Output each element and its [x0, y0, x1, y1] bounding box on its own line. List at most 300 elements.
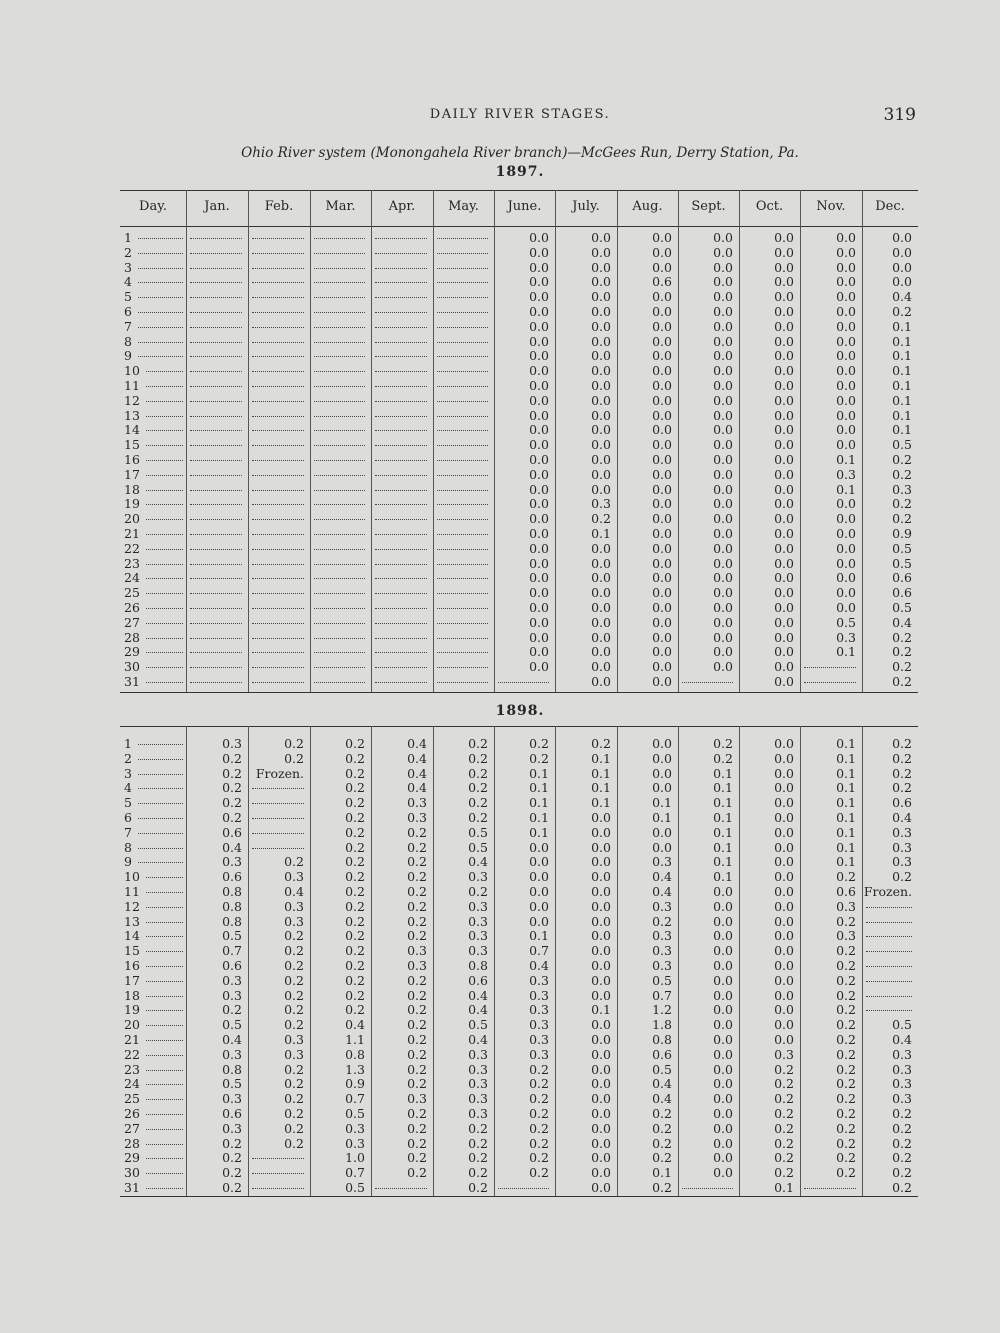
dot-leader	[252, 342, 304, 343]
dot-leader	[252, 788, 304, 789]
stage-value-oct: 0.0	[774, 736, 794, 751]
stage-value-aug: 0.6	[652, 274, 672, 290]
stage-value-jul: 0.0	[591, 437, 611, 453]
dot-leader	[190, 356, 242, 357]
stage-value-apr: 0.2	[407, 1106, 427, 1121]
stage-value-jul: 0.0	[591, 1076, 611, 1092]
empty-value-may	[433, 364, 494, 379]
stage-value-aug: 0.0	[652, 363, 672, 379]
dot-leader	[146, 638, 183, 639]
empty-value-feb	[248, 246, 310, 261]
dot-leader	[437, 534, 488, 535]
day-label	[120, 379, 186, 394]
empty-value-feb	[248, 453, 310, 468]
dot-leader	[146, 608, 183, 609]
empty-value-feb	[248, 542, 310, 557]
empty-value-may	[433, 246, 494, 261]
stage-value-sep: 0.0	[713, 407, 733, 423]
stage-value-feb: 0.2	[284, 1061, 304, 1077]
dot-leader	[375, 682, 427, 683]
dot-leader	[190, 667, 242, 668]
dot-leader	[375, 608, 427, 609]
stage-value-jan: 0.8	[222, 913, 242, 929]
day-number: 18	[124, 987, 140, 1003]
stage-value-nov: 0.2	[836, 1061, 856, 1077]
dot-leader	[252, 534, 304, 535]
day-number: 26	[124, 1106, 140, 1121]
stage-value-oct: 0.0	[774, 1002, 794, 1018]
dot-leader	[252, 401, 304, 402]
empty-value-feb	[248, 290, 310, 305]
dot-leader	[146, 877, 183, 878]
stage-value-oct: 0.0	[774, 869, 794, 885]
stage-value-jan: 0.3	[222, 987, 242, 1003]
stage-value-sep: 0.2	[713, 736, 733, 751]
empty-value-mar	[310, 527, 371, 542]
stage-value-aug: 0.3	[652, 928, 672, 944]
stage-value-feb: 0.3	[284, 869, 304, 885]
day-label	[120, 409, 186, 424]
stage-value-nov: 0.0	[836, 244, 856, 260]
stage-value-jun: 0.0	[529, 570, 549, 586]
stage-value-jun: 0.2	[529, 1150, 549, 1166]
empty-value-apr	[371, 349, 433, 364]
stage-value-apr: 0.3	[407, 810, 427, 825]
stage-value-jul: 0.0	[591, 884, 611, 899]
empty-value-may	[433, 631, 494, 646]
empty-value-apr	[371, 364, 433, 379]
day-number: 13	[124, 913, 140, 929]
empty-value-apr	[371, 557, 433, 572]
stage-value-oct: 0.0	[774, 437, 794, 453]
stage-value-oct: 0.0	[774, 318, 794, 334]
stage-value-apr: 0.2	[407, 884, 427, 899]
empty-value-may	[433, 660, 494, 675]
stage-value-mar: 0.2	[345, 780, 365, 796]
day-number: 3	[124, 765, 132, 781]
stage-value-mar: 0.2	[345, 958, 365, 973]
stage-value-may: 0.2	[468, 780, 488, 796]
empty-value-apr	[371, 601, 433, 616]
stage-value-aug: 1.2	[652, 1002, 672, 1018]
stage-value-mar: 0.8	[345, 1046, 365, 1062]
dot-leader	[375, 445, 427, 446]
stage-value-jul: 0.0	[591, 928, 611, 944]
stage-value-may: 0.5	[468, 1017, 488, 1033]
dot-leader	[437, 578, 488, 579]
day-label	[120, 1048, 186, 1063]
stage-value-jun: 0.3	[529, 1046, 549, 1062]
stage-value-aug: 0.2	[652, 1150, 672, 1166]
stage-value-mar: 0.9	[345, 1076, 365, 1092]
day-label	[120, 675, 186, 690]
stage-value-aug: 0.2	[652, 1135, 672, 1151]
stage-value-nov: 0.0	[836, 348, 856, 364]
stage-value-jun: 0.1	[529, 810, 549, 825]
stage-value-jul: 0.0	[591, 422, 611, 438]
stage-value-aug: 0.0	[652, 422, 672, 438]
stage-value-may: 0.2	[468, 1180, 488, 1195]
empty-value-mar	[310, 497, 371, 512]
dot-leader	[146, 401, 183, 402]
stage-value-sep: 0.0	[713, 437, 733, 453]
stage-value-nov: 0.0	[836, 600, 856, 615]
empty-value-dec	[862, 1003, 918, 1018]
stage-value-jun: 0.2	[529, 1120, 549, 1136]
day-label	[120, 1003, 186, 1018]
dot-leader	[146, 667, 183, 668]
stage-value-jul: 0.0	[591, 378, 611, 393]
stage-value-dec: 0.2	[892, 452, 912, 467]
stage-value-jul: 0.0	[591, 1032, 611, 1047]
stage-value-sep: 0.0	[713, 244, 733, 260]
day-number: 19	[124, 496, 140, 512]
day-number: 17	[124, 466, 140, 482]
stage-value-oct: 0.0	[774, 839, 794, 855]
stage-value-aug: 0.0	[652, 750, 672, 766]
dot-leader	[146, 564, 183, 565]
dot-leader	[314, 519, 365, 520]
stage-value-feb: 0.2	[284, 1091, 304, 1107]
column-divider	[310, 190, 311, 226]
day-label	[120, 974, 186, 989]
empty-value-apr	[371, 645, 433, 660]
day-number: 12	[124, 898, 140, 914]
day-label	[120, 631, 186, 646]
dot-leader	[146, 475, 183, 476]
stage-value-dec: 0.5	[892, 1017, 912, 1033]
stage-value-jul: 0.0	[591, 259, 611, 275]
dot-leader	[252, 803, 304, 804]
stage-value-sep: 0.0	[713, 1135, 733, 1151]
dot-leader	[437, 386, 488, 387]
stage-value-feb: 0.3	[284, 1046, 304, 1062]
stage-value-jan: 0.2	[222, 810, 242, 825]
stage-value-jun: 0.0	[529, 274, 549, 290]
stage-value-feb: 0.2	[284, 958, 304, 973]
dot-leader	[314, 282, 365, 283]
stage-value-apr: 0.2	[407, 1017, 427, 1033]
dot-leader	[138, 268, 183, 269]
dot-leader	[437, 519, 488, 520]
stage-value-jun: 0.7	[529, 943, 549, 959]
stage-value-mar: 0.7	[345, 1091, 365, 1107]
stage-value-may: 0.2	[468, 750, 488, 766]
empty-value-feb	[248, 811, 310, 826]
day-label	[120, 246, 186, 261]
stage-value-sep: 0.0	[713, 333, 733, 349]
day-label	[120, 616, 186, 631]
dot-leader	[146, 1114, 183, 1115]
stage-value-jul: 0.0	[591, 839, 611, 855]
stage-value-feb: 0.2	[284, 1106, 304, 1121]
day-label	[120, 231, 186, 246]
stage-value-may: 0.2	[468, 1150, 488, 1166]
empty-value-may	[433, 275, 494, 290]
stage-value-mar: 0.2	[345, 750, 365, 766]
stage-value-apr: 0.4	[407, 736, 427, 751]
empty-value-mar	[310, 453, 371, 468]
day-label	[120, 1122, 186, 1137]
empty-value-mar	[310, 660, 371, 675]
stage-value-aug: 0.0	[652, 452, 672, 467]
stage-value-aug: 0.0	[652, 259, 672, 275]
dot-leader	[190, 282, 242, 283]
empty-value-may	[433, 423, 494, 438]
day-number: 15	[124, 943, 140, 959]
stage-value-dec: 0.0	[892, 244, 912, 260]
stage-value-may: 0.8	[468, 958, 488, 973]
dot-leader	[252, 519, 304, 520]
stage-value-sep: 0.0	[713, 972, 733, 988]
stage-value-oct: 0.0	[774, 348, 794, 364]
stage-value-jul: 0.0	[591, 869, 611, 885]
stage-value-jul: 0.0	[591, 481, 611, 497]
stage-value-sep: 0.0	[713, 659, 733, 675]
stage-value-jul: 0.0	[591, 854, 611, 870]
stage-value-sep: 0.0	[713, 1165, 733, 1181]
stage-value-jun: 0.0	[529, 452, 549, 467]
stage-value-jun: 0.0	[529, 392, 549, 408]
day-label	[120, 512, 186, 527]
stage-value-oct: 0.0	[774, 496, 794, 512]
stage-value-nov: 0.0	[836, 304, 856, 319]
stage-value-dec: 0.2	[892, 496, 912, 512]
stage-value-feb: 0.3	[284, 898, 304, 914]
stage-value-nov: 0.2	[836, 987, 856, 1003]
empty-value-mar	[310, 423, 371, 438]
stage-value-dec: 0.2	[892, 1165, 912, 1181]
stage-value-mar: 0.3	[345, 1120, 365, 1136]
day-number: 23	[124, 555, 140, 571]
stage-value-sep: 0.0	[713, 526, 733, 541]
stage-value-sep: 0.0	[713, 1061, 733, 1077]
stage-value-aug: 0.0	[652, 230, 672, 245]
stage-value-feb: 0.2	[284, 1076, 304, 1092]
stage-value-sep: 0.0	[713, 496, 733, 512]
stage-value-oct: 0.0	[774, 629, 794, 645]
stage-value-dec: 0.3	[892, 839, 912, 855]
stage-value-oct: 0.0	[774, 304, 794, 319]
stage-value-jun: 0.0	[529, 318, 549, 334]
empty-value-jan	[186, 468, 248, 483]
stage-value-sep: 0.0	[713, 511, 733, 527]
stage-value-sep: 0.0	[713, 614, 733, 630]
stage-value-jan: 0.2	[222, 750, 242, 766]
stage-value-sep: 0.0	[713, 958, 733, 973]
stage-value-jun: 0.0	[529, 898, 549, 914]
empty-value-feb	[248, 675, 310, 690]
empty-value-feb	[248, 305, 310, 320]
dot-leader	[314, 475, 365, 476]
stage-value-jul: 0.0	[591, 674, 611, 689]
empty-value-apr	[371, 1181, 433, 1196]
dot-leader	[252, 623, 304, 624]
stage-value-nov: 0.1	[836, 765, 856, 781]
stage-value-jul: 0.0	[591, 600, 611, 615]
stage-value-dec: 0.1	[892, 363, 912, 379]
empty-value-may	[433, 453, 494, 468]
stage-value-oct: 0.0	[774, 674, 794, 689]
stage-value-oct: 0.2	[774, 1120, 794, 1136]
stage-value-oct: 0.0	[774, 244, 794, 260]
dot-leader	[375, 416, 427, 417]
stage-value-mar: 0.2	[345, 869, 365, 885]
empty-value-jan	[186, 305, 248, 320]
column-divider	[494, 190, 495, 226]
stage-value-mar: 1.3	[345, 1061, 365, 1077]
stage-value-nov: 0.0	[836, 437, 856, 453]
table-bottom-rule	[120, 1196, 918, 1197]
empty-value-apr	[371, 305, 433, 320]
dot-leader	[252, 268, 304, 269]
dot-leader	[437, 652, 488, 653]
stage-value-nov: 0.2	[836, 1135, 856, 1151]
dot-leader	[498, 682, 549, 683]
stage-value-nov: 0.0	[836, 392, 856, 408]
stage-value-nov: 0.3	[836, 629, 856, 645]
stage-value-sep: 0.0	[713, 348, 733, 364]
dot-leader	[146, 1010, 183, 1011]
stage-value-dec: 0.1	[892, 392, 912, 408]
day-number: 9	[124, 348, 132, 364]
day-label	[120, 1063, 186, 1078]
empty-value-mar	[310, 438, 371, 453]
day-number: 23	[124, 1061, 140, 1077]
stage-value-sep: 0.0	[713, 555, 733, 571]
stage-value-dec: 0.2	[892, 1106, 912, 1121]
stage-value-may: 0.2	[468, 1165, 488, 1181]
empty-value-dec	[862, 989, 918, 1004]
day-number: 22	[124, 1046, 140, 1062]
stage-value-nov: 0.1	[836, 839, 856, 855]
stage-value-jan: 0.6	[222, 869, 242, 885]
empty-value-jan	[186, 438, 248, 453]
dot-leader	[146, 445, 183, 446]
day-number: 1	[124, 736, 132, 751]
empty-value-feb	[248, 781, 310, 796]
stage-value-nov: 0.1	[836, 824, 856, 840]
stage-value-sep: 0.0	[713, 644, 733, 660]
dot-leader	[146, 623, 183, 624]
empty-value-apr	[371, 438, 433, 453]
day-number: 14	[124, 422, 140, 438]
day-number: 10	[124, 363, 140, 379]
stage-value-jun: 0.0	[529, 333, 549, 349]
empty-value-nov	[800, 660, 862, 675]
day-number: 31	[124, 1180, 140, 1195]
dot-leader	[375, 593, 427, 594]
stage-value-oct: 0.0	[774, 555, 794, 571]
day-number: 28	[124, 1135, 140, 1151]
empty-value-feb	[248, 1151, 310, 1166]
stage-value-jun: 0.1	[529, 824, 549, 840]
stage-value-jan: 0.6	[222, 1106, 242, 1121]
day-number: 29	[124, 1150, 140, 1166]
dot-leader	[252, 593, 304, 594]
stage-value-sep: 0.0	[713, 1002, 733, 1018]
day-number: 18	[124, 481, 140, 497]
dot-leader	[146, 371, 183, 372]
stage-value-aug: 0.4	[652, 884, 672, 899]
stage-value-jun: 0.0	[529, 913, 549, 929]
stage-value-may: 0.3	[468, 943, 488, 959]
dot-leader	[146, 652, 183, 653]
stage-value-dec: 0.2	[892, 750, 912, 766]
stage-value-oct: 0.0	[774, 1032, 794, 1047]
dot-leader	[375, 371, 427, 372]
empty-value-feb	[248, 527, 310, 542]
stage-value-may: 0.2	[468, 765, 488, 781]
stage-value-nov: 0.2	[836, 1032, 856, 1047]
empty-value-nov	[800, 1181, 862, 1196]
stage-value-jun: 0.2	[529, 1106, 549, 1121]
day-label	[120, 781, 186, 796]
stage-value-jan: 0.8	[222, 898, 242, 914]
day-label	[120, 1018, 186, 1033]
dot-leader	[138, 312, 183, 313]
dot-leader	[866, 996, 912, 997]
empty-value-may	[433, 675, 494, 690]
stage-value-jul: 0.0	[591, 614, 611, 630]
stage-value-sep: 0.0	[713, 289, 733, 305]
stage-value-jan: 0.2	[222, 1165, 242, 1181]
stage-value-nov: 0.2	[836, 1046, 856, 1062]
stage-value-nov: 0.1	[836, 750, 856, 766]
stage-value-sep: 0.0	[713, 452, 733, 467]
stage-value-jun: 0.3	[529, 987, 549, 1003]
dot-leader	[146, 534, 183, 535]
stage-value-dec: 0.6	[892, 585, 912, 601]
empty-value-may	[433, 497, 494, 512]
dot-leader	[190, 268, 242, 269]
stage-value-jan: 0.4	[222, 1032, 242, 1047]
stage-value-jun: 0.0	[529, 378, 549, 393]
empty-value-mar	[310, 305, 371, 320]
empty-value-jan	[186, 542, 248, 557]
stage-value-aug: 0.2	[652, 1106, 672, 1121]
day-number: 24	[124, 1076, 140, 1092]
dot-leader	[146, 386, 183, 387]
dot-leader	[437, 504, 488, 505]
stage-value-jan: 0.6	[222, 824, 242, 840]
stage-value-oct: 0.0	[774, 511, 794, 527]
stage-value-apr: 0.2	[407, 854, 427, 870]
dot-leader	[437, 312, 488, 313]
dot-leader	[146, 951, 183, 952]
stage-value-dec: 0.2	[892, 1150, 912, 1166]
dot-leader	[252, 578, 304, 579]
stage-value-jul: 0.0	[591, 289, 611, 305]
dot-leader	[437, 327, 488, 328]
dot-leader	[138, 253, 183, 254]
dot-leader	[252, 564, 304, 565]
stage-value-jan: 0.3	[222, 1120, 242, 1136]
stage-value-jan: 0.5	[222, 1017, 242, 1033]
stage-value-dec: 0.3	[892, 854, 912, 870]
empty-value-jan	[186, 497, 248, 512]
dot-leader	[437, 593, 488, 594]
dot-leader	[146, 996, 183, 997]
dot-leader	[314, 342, 365, 343]
stage-value-aug: 1.8	[652, 1017, 672, 1033]
stage-value-aug: 0.1	[652, 795, 672, 811]
stage-value-aug: 0.0	[652, 629, 672, 645]
stage-value-dec: 0.4	[892, 289, 912, 305]
empty-value-feb	[248, 438, 310, 453]
stage-value-jul: 0.0	[591, 466, 611, 482]
stage-value-nov: 0.0	[836, 511, 856, 527]
